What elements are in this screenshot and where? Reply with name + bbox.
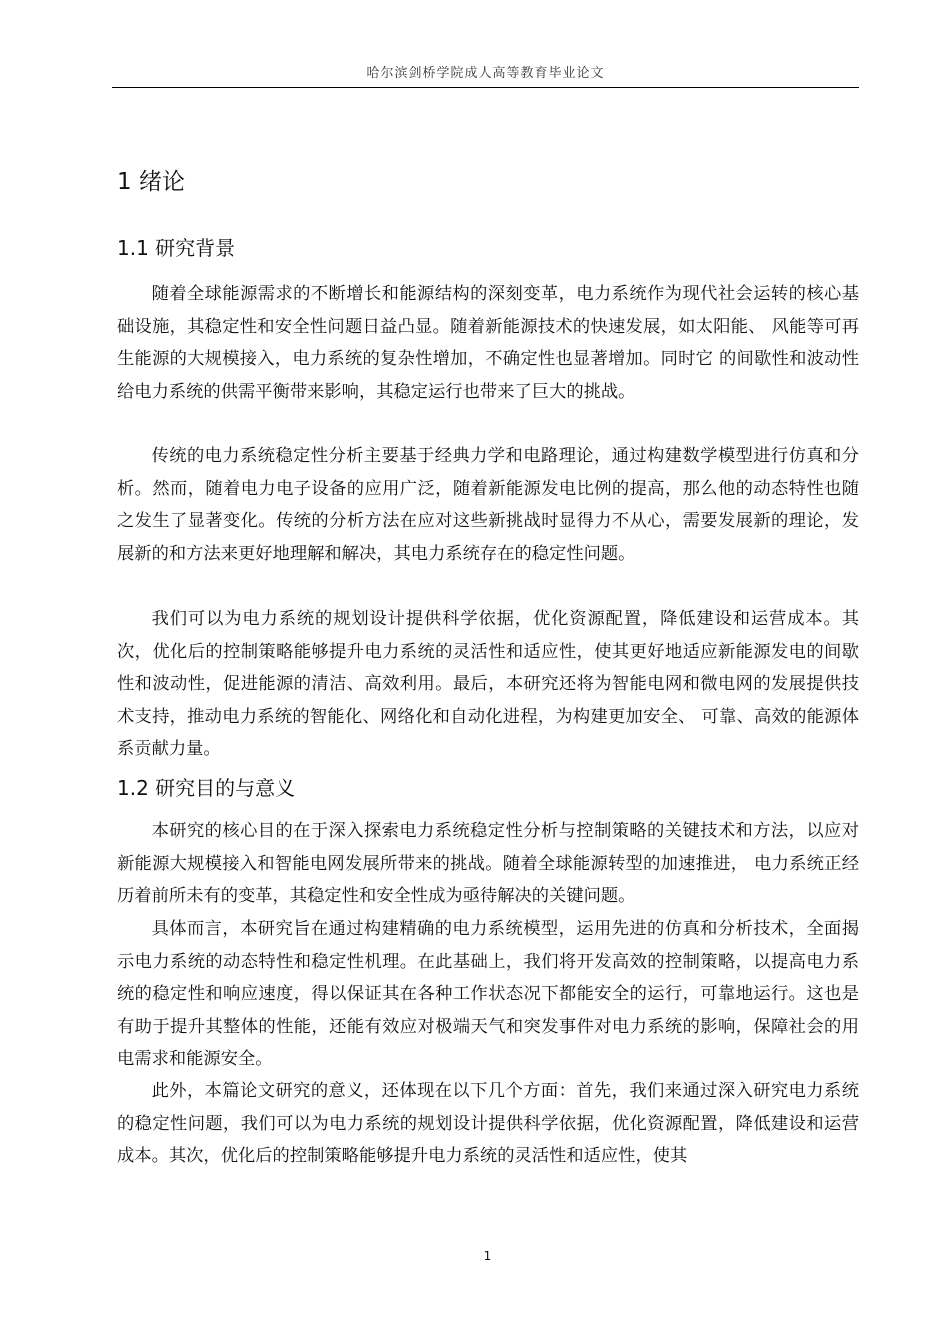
header-divider — [112, 87, 859, 88]
paragraph: 随着全球能源需求的不断增长和能源结构的深刻变革，电力系统作为现代社会运转的核心基础设施，其稳定性和安全性问题日益凸显。随着新能源技术的快速发展，如太阳能、 风能等可再生能源的大规模接入，电力系统的复杂性增加，不确定性也显著增加。同时它 的间歇性和波动性给电力系统的供需平衡带来影响，其稳定运行也带来了巨大的挑战。 — [117, 284, 859, 402]
section-heading-purpose: 1.2 研究目的与意义 — [117, 776, 296, 800]
paragraph: 传统的电力系统稳定性分析主要基于经典力学和电路理论，通过构建数学模型进行仿真和分析。然而，随着电力电子设备的应用广泛，随着新能源发电比例的提高，那么他的动态特性也随之发生了显著变化。传统的分析方法在应对这些新挑战时显得力不从心，需要发展新的理论，发展新的和方法来更好地理解和解决，其电力系统存在的稳定性问题。 — [117, 446, 859, 564]
page-header: 哈尔滨剑桥学院成人高等教育毕业论文 — [366, 66, 605, 81]
section-heading-background: 1.1 研究背景 — [117, 236, 236, 260]
paragraph: 具体而言，本研究旨在通过构建精确的电力系统模型，运用先进的仿真和分析技术，全面揭示电力系统的动态特性和稳定性机理。在此基础上，我们将开发高效的控制策略，以提高电力系统的稳定性和响应速度，得以保证其在各种工作状态况下都能安全的运行，可靠地运行。这也是有助于提升其整体的性能，还能有效应对极端天气和突发事件对电力系统的影响，保障社会的用电需求和能源安全。 — [117, 919, 859, 1070]
paragraph: 本研究的核心目的在于深入探索电力系统稳定性分析与控制策略的关键技术和方法，以应对新能源大规模接入和智能电网发展所带来的挑战。随着全球能源转型的加速推进， 电力系统正经历着前所未有的变革，其稳定性和安全性成为亟待解决的关键问题。 — [117, 821, 859, 907]
page-number: 1 — [483, 1249, 492, 1263]
chapter-title: 1 绪论 — [117, 169, 185, 195]
paragraph: 此外，本篇论文研究的意义，还体现在以下几个方面：首先，我们来通过深入研究电力系统的稳定性问题，我们可以为电力系统的规划设计提供科学依据，优化资源配置，降低建设和运营成本。其次，优化后的控制策略能够提升电力系统的灵活性和适应性，使其 — [117, 1081, 859, 1167]
paragraph: 我们可以为电力系统的规划设计提供科学依据，优化资源配置，降低建设和运营成本。其次，优化后的控制策略能够提升电力系统的灵活性和适应性，使其更好地适应新能源发电的间歇性和波动性，促进能源的清洁、高效利用。最后，本研究还将为智能电网和微电网的发展提供技术支持，推动电力系统的智能化、网络化和自动化进程，为构建更加安全、 可靠、高效的能源体系贡献力量。 — [117, 609, 859, 760]
